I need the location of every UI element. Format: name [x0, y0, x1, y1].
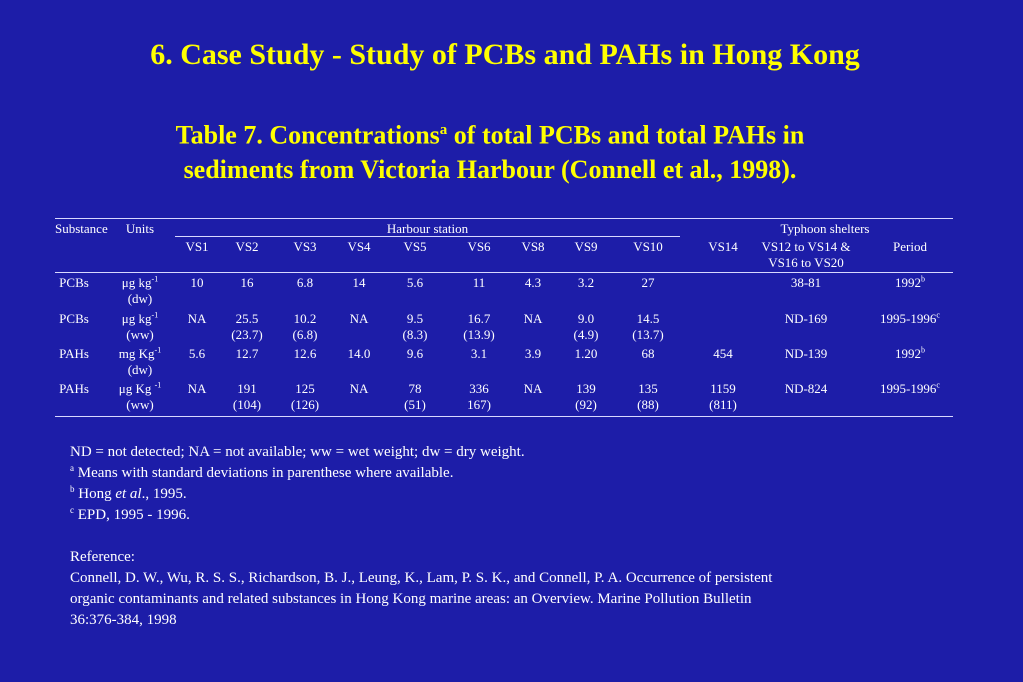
- row-substance: PAHs: [59, 381, 89, 396]
- table-cell-value: NA: [349, 381, 369, 396]
- row-units: [115, 381, 165, 397]
- header-vs12-group-line2: VS16 to VS20: [768, 255, 844, 270]
- header-station-vs9: VS9: [574, 239, 598, 254]
- footnote-a: [70, 463, 950, 484]
- table-cell-value: NA: [523, 381, 543, 396]
- table-cell-period: [870, 346, 950, 362]
- table-cell-value: 3.1: [470, 346, 488, 361]
- header-vs12-group-line1: VS12 to VS14 &: [761, 239, 851, 254]
- table-cell-value: 4.3: [524, 275, 542, 290]
- footnotes: [70, 442, 950, 631]
- header-station-vs3: VS3: [293, 239, 317, 254]
- row-units-basis: (ww): [126, 397, 154, 412]
- table-cell-shelter-range: ND-139: [784, 346, 828, 361]
- row-units: [115, 311, 165, 327]
- period-footnote-mark: b: [921, 274, 925, 284]
- table-cell-value: 11: [472, 275, 486, 290]
- row-units-basis: (ww): [126, 327, 154, 342]
- slide-title: 6. Case Study - Study of PCBs and PAHs in Hong Kong: [150, 38, 860, 71]
- caption-text: Table 7. Concentrations: [175, 120, 440, 150]
- header-station-vs1: VS1: [185, 239, 209, 254]
- header-units: Units: [125, 221, 155, 236]
- table-cell-value: 9.6: [406, 346, 424, 361]
- period-text: 1992: [895, 346, 921, 361]
- period-text: 1992: [895, 275, 921, 290]
- abbreviations-note: ND = not detected; NA = not available; ww = wet weight; dw = dry weight.: [70, 444, 525, 460]
- footnote-a-mark: a: [70, 463, 74, 473]
- table-cell-value: 191: [237, 381, 257, 396]
- table-cell-value: 9.5: [406, 311, 424, 326]
- table-cell-value: 10.2: [293, 311, 317, 326]
- table-cell-value: NA: [187, 381, 207, 396]
- table-cell-value: 1159: [710, 381, 736, 396]
- header-station-vs14: VS14: [708, 239, 738, 254]
- spacer: [70, 526, 950, 547]
- table-cell-period: [870, 381, 950, 397]
- header-substance: Substance: [55, 221, 108, 236]
- table-cell-value: 135: [638, 381, 658, 396]
- row-substance: PCBs: [59, 275, 89, 290]
- table-cell-sd: (23.7): [231, 327, 263, 342]
- table-cell-sd: (92): [575, 397, 597, 412]
- table-cell-sd: (104): [232, 397, 262, 412]
- reference-line-2: organic contaminants and related substances in Hong Kong marine areas: an Overview. Marine Pollution Bulletin: [70, 591, 752, 607]
- table-cell-shelter-range: ND-169: [784, 311, 828, 326]
- table-bottom-rule: [55, 416, 953, 417]
- table-cell-value: 5.6: [406, 275, 424, 290]
- table-cell-sd: (4.9): [573, 327, 599, 342]
- caption-footnote-mark: a: [439, 122, 448, 138]
- header-typhoon-shelters: Typhoon shelters: [780, 221, 870, 236]
- footnote-b-italic: et al: [115, 486, 142, 502]
- table-cell-period: [870, 275, 950, 291]
- table-cell-shelter-range: ND-824: [784, 381, 828, 396]
- footnote-c-text: EPD, 1995 - 1996.: [74, 507, 190, 523]
- header-station-vs2: VS2: [235, 239, 259, 254]
- table-cell-period: [870, 311, 950, 327]
- row-units-basis: (dw): [127, 362, 153, 377]
- table-cell-sd: (126): [290, 397, 320, 412]
- period-footnote-mark: c: [936, 380, 940, 390]
- table-caption-line1: [80, 113, 900, 153]
- table-caption-line2: sediments from Victoria Harbour (Connell et al., 1998).: [183, 154, 797, 184]
- unit-text: μg Kg: [118, 381, 155, 396]
- unit-text: μg kg: [121, 311, 152, 326]
- reference-line-1: Connell, D. W., Wu, R. S. S., Richardson, B. J., Leung, K., Lam, P. S. K., and Connell, P. A. Occurrence of persistent: [70, 570, 773, 586]
- header-station-vs8: VS8: [521, 239, 545, 254]
- table-cell-value: 6.8: [296, 275, 314, 290]
- header-bottom-rule: [55, 272, 953, 273]
- unit-text: mg Kg: [118, 346, 155, 361]
- unit-exponent: -1: [154, 345, 162, 355]
- table-cell-value: 3.9: [524, 346, 542, 361]
- row-substance: PAHs: [59, 346, 89, 361]
- header-station-vs4: VS4: [347, 239, 371, 254]
- unit-text: μg kg: [121, 275, 152, 290]
- footnote-b-mark: b: [70, 484, 75, 494]
- table-cell-value: NA: [349, 311, 369, 326]
- unit-exponent: -1: [151, 310, 159, 320]
- table-cell-value: 10: [190, 275, 204, 290]
- table-cell-value: NA: [187, 311, 207, 326]
- table-cell-value: 14.5: [636, 311, 660, 326]
- header-station-vs5: VS5: [403, 239, 427, 254]
- table-cell-value: 125: [295, 381, 315, 396]
- reference-line-3: 36:376-384, 1998: [70, 612, 177, 628]
- footnote-c: [70, 505, 950, 526]
- header-period: Period: [893, 239, 927, 254]
- table-cell-value: 16.7: [467, 311, 491, 326]
- table-cell-value: 68: [641, 346, 655, 361]
- row-units-basis: (dw): [127, 291, 153, 306]
- footnote-a-text: Means with standard deviations in parenthese where available.: [74, 465, 454, 481]
- table-cell-value: 27: [641, 275, 655, 290]
- table-cell-value: NA: [523, 311, 543, 326]
- row-units: [115, 275, 165, 291]
- row-substance: PCBs: [59, 311, 89, 326]
- table-cell-value: 336: [469, 381, 489, 396]
- table-cell-value: 139: [576, 381, 596, 396]
- table-cell-value: 1.20: [574, 346, 598, 361]
- table-cell-value: 14: [352, 275, 366, 290]
- table-cell-shelter-range: 38-81: [790, 275, 822, 290]
- table-cell-sd: (13.7): [632, 327, 664, 342]
- unit-exponent: -1: [154, 380, 162, 390]
- table-cell-sd: (51): [404, 397, 426, 412]
- reference-label: Reference:: [70, 549, 135, 565]
- table-cell-value: 9.0: [577, 311, 595, 326]
- table-cell-sd: (6.8): [292, 327, 318, 342]
- row-units: [115, 346, 165, 362]
- period-text: 1995-1996: [880, 381, 937, 396]
- header-station-vs6: VS6: [467, 239, 491, 254]
- period-footnote-mark: c: [936, 310, 940, 320]
- table-top-rule: [55, 218, 953, 219]
- caption-text-cont: of total PCBs and total PAHs in: [447, 120, 805, 150]
- table-cell-value: 5.6: [188, 346, 206, 361]
- footnote-b-text: Hong: [74, 486, 116, 502]
- table-cell-sd: (13.9): [463, 327, 495, 342]
- period-text: 1995-1996: [880, 311, 937, 326]
- unit-exponent: -1: [151, 274, 159, 284]
- table-cell-value: 12.7: [235, 346, 259, 361]
- table-caption: [80, 113, 900, 187]
- table-cell-sd: (88): [637, 397, 659, 412]
- table-cell-value: 12.6: [293, 346, 317, 361]
- table-cell-sd: (8.3): [402, 327, 428, 342]
- period-footnote-mark: b: [921, 345, 925, 355]
- table-cell-sd: 167): [467, 397, 491, 412]
- table-cell-value: 78: [408, 381, 422, 396]
- footnote-c-mark: c: [70, 505, 74, 515]
- table-cell-value: 16: [240, 275, 254, 290]
- footnote-b-text-end: ., 1995.: [141, 486, 187, 502]
- table-cell-value: 14.0: [347, 346, 371, 361]
- header-harbour-station: Harbour station: [386, 221, 469, 236]
- table-cell-sd: (811): [709, 397, 737, 412]
- table-cell-value: 25.5: [235, 311, 259, 326]
- table-cell-value: 3.2: [577, 275, 595, 290]
- header-station-vs10: VS10: [633, 239, 663, 254]
- footnote-b: [70, 484, 950, 505]
- table-cell-value: 454: [713, 346, 733, 361]
